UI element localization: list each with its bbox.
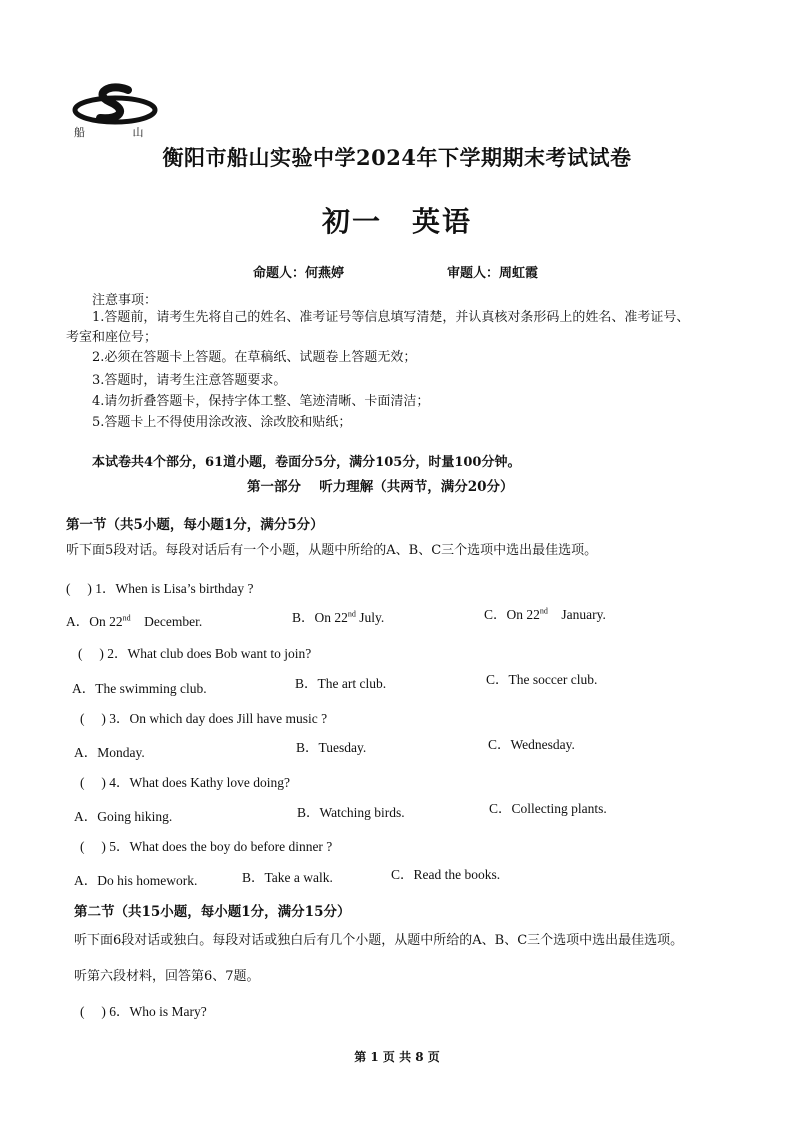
notes-heading: 注意事项：	[92, 293, 158, 308]
question-4-option-a: A．Going hiking.	[74, 809, 173, 824]
section1-title: 第一节（共5小题，每小题1分，满分5分）	[66, 517, 324, 533]
notes-item-4: 4.请勿折叠答题卡，保持字体工整、笔迹清晰、卡面清洁；	[92, 394, 430, 409]
question-3-option-c: C．Wednesday.	[488, 737, 575, 752]
question-3-option-b: B．Tuesday.	[296, 740, 367, 755]
notes-item-1-cont: 考室和座位号；	[66, 330, 158, 345]
exam-title: 衡阳市船山实验中学2024年下学期期末考试试卷	[162, 145, 632, 170]
question-2-stem: ( ) 2．What club does Bob want to join?	[78, 646, 312, 661]
question-1-stem: ( ) 1．When is Lisa’s birthday ?	[66, 581, 254, 596]
notes-item-5: 5.答题卡上不得使用涂改液、涂改胶和贴纸；	[92, 415, 352, 430]
notes-item-3: 3.答题时，请考生注意答题要求。	[92, 373, 287, 388]
question-1-option-b: B．On 22nd July.	[292, 609, 385, 625]
section2-instruction: 听下面6段对话或独白。每段对话或独白后有几个小题，从题中所给的A、B、C三个选项中选出最佳选项。	[74, 933, 684, 948]
question-setter: 命题人：何燕婷	[253, 266, 345, 281]
question-6-stem: ( ) 6．Who is Mary?	[80, 1004, 207, 1019]
logo-text: 船 山	[74, 126, 166, 139]
question-4-option-b: B．Watching birds.	[297, 805, 405, 820]
question-2-option-c: C．The soccer club.	[486, 672, 598, 687]
section2-material: 听第六段材料，回答第6、7题。	[74, 969, 260, 984]
question-2-option-b: B．The art club.	[295, 676, 387, 691]
question-3-option-a: A．Monday.	[74, 745, 145, 760]
question-5-option-c: C．Read the books.	[391, 867, 501, 882]
question-4-stem: ( ) 4．What does Kathy love doing?	[80, 775, 290, 790]
notes-item-2: 2.必须在答题卡上答题。在草稿纸、试题卷上答题无效；	[92, 350, 417, 365]
section2-title: 第二节（共15小题，每小题1分，满分15分）	[74, 904, 351, 920]
question-5-option-a: A．Do his homework.	[74, 873, 198, 888]
notes-item-1: 1.答题前，请考生先将自己的姓名、准考证号等信息填写清楚，并认真核对条形码上的姓名、准考证号、	[92, 310, 690, 325]
question-reviewer: 审题人：周虹霞	[447, 266, 539, 281]
page-number: 第 1 页 共 8 页	[354, 1050, 440, 1064]
question-5-option-b: B．Take a walk.	[242, 870, 333, 885]
question-5-stem: ( ) 5．What does the boy do before dinner ?	[80, 839, 333, 854]
question-2-option-a: A．The swimming club.	[72, 681, 207, 696]
exam-summary: 本试卷共4个部分，61道小题，卷面分5分，满分105分，时量100分钟。	[92, 455, 521, 470]
exam-subtitle: 初一 英语	[321, 205, 472, 238]
question-1-option-c: C．On 22nd January.	[484, 606, 606, 622]
question-3-stem: ( ) 3．On which day does Jill have music ?	[80, 711, 328, 726]
section1-instruction: 听下面5段对话。每段对话后有一个小题，从题中所给的A、B、C三个选项中选出最佳选项。	[66, 543, 598, 558]
part1-title: 第一部分 听力理解（共两节，满分20分）	[247, 479, 514, 495]
question-4-option-c: C．Collecting plants.	[489, 801, 607, 816]
question-1-option-a: A．On 22nd December.	[66, 613, 203, 629]
